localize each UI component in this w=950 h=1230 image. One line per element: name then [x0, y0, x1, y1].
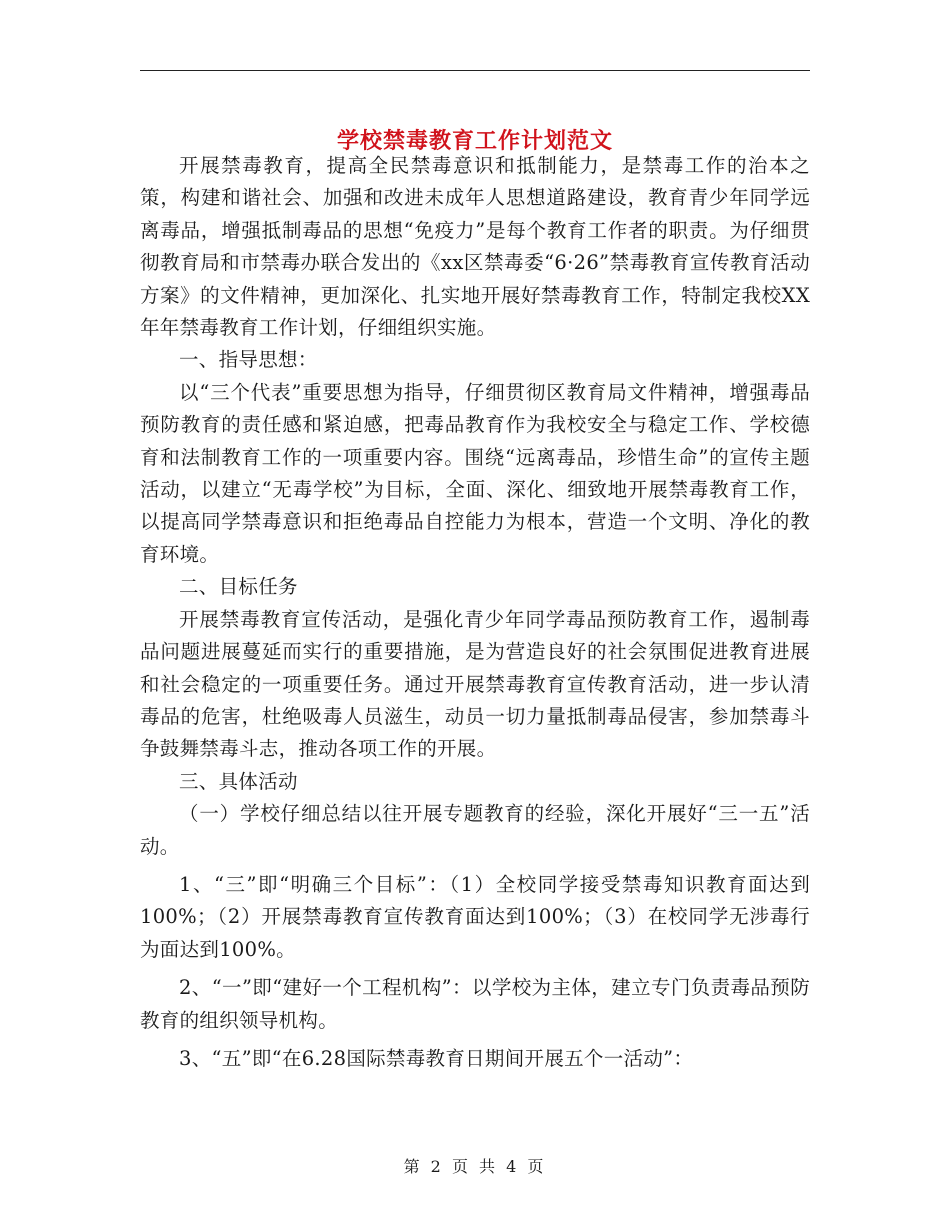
- activity-item-three-goals: 1、“三”即“明确三个目标”：（1）全校同学接受禁毒知识教育面达到100%；（2）开展禁毒教育宣传教育面达到100%；（3）在校同学无涉毒行为面达到100%。: [140, 872, 810, 961]
- header-rule: [140, 70, 810, 71]
- goals-tasks-paragraph: 开展禁毒教育宣传活动，是强化青少年同学毒品预防教育工作，遏制毒品问题进展蔓延而实行的重要措施，是为营造良好的社会氛围促进教育进展和社会稳定的一项重要任务。通过开展禁毒教育宣传教育活动，进一步认清毒品的危害，杜绝吸毒人员滋生，动员一切力量抵制毒品侵害，参加禁毒斗争鼓舞禁毒斗志，推动各项工作的开展。: [140, 607, 810, 761]
- activity-item-five-activities: 3、“五”即“在6.28国际禁毒教育日期间开展五个一活动”：: [179, 1046, 694, 1070]
- document-title: 学校禁毒教育工作计划范文: [336, 127, 613, 154]
- section-heading-goals-tasks: 二、目标任务: [179, 575, 298, 599]
- activity-intro-paragraph: （一）学校仔细总结以往开展专题教育的经验，深化开展好“三一五”活动。: [140, 802, 810, 858]
- section-heading-guiding-ideology: 一、指导思想：: [179, 348, 318, 372]
- guiding-ideology-paragraph: 以“三个代表”重要思想为指导，仔细贯彻区教育局文件精神，增强毒品预防教育的责任感和紧迫感，把毒品教育作为我校安全与稳定工作、学校德育和法制教育工作的一项重要内容。围绕“远离毒品，珍惜生命”的宣传主题活动，以建立“无毒学校”为目标，全面、深化、细致地开展禁毒教育工作，以提高同学禁毒意识和拒绝毒品自控能力为根本，营造一个文明、净化的教育环境。: [140, 380, 810, 566]
- section-heading-specific-activities: 三、具体活动: [179, 769, 298, 793]
- intro-paragraph: 开展禁毒教育，提高全民禁毒意识和抵制能力，是禁毒工作的治本之策，构建和谐社会、加强和改进未成年人思想道路建设，教育青少年同学远离毒品，增强抵制毒品的思想“免疫力”是每个教育工作者的职责。为仔细贯彻教育局和市禁毒办联合发出的《xx区禁毒委“6·26”禁毒教育宣传教育活动方案》的文件精神，更加深化、扎实地开展好禁毒教育工作，特制定我校XX年年禁毒教育工作计划，仔细组织实施。: [140, 154, 810, 340]
- page-number-footer: 第 2 页 共 4 页: [403, 1157, 547, 1176]
- document-body: [140, 150, 810, 1075]
- activity-item-one-organization: 2、“一”即“建好一个工程机构”：以学校为主体，建立专门负责毒品预防教育的组织领导机构。: [140, 976, 810, 1032]
